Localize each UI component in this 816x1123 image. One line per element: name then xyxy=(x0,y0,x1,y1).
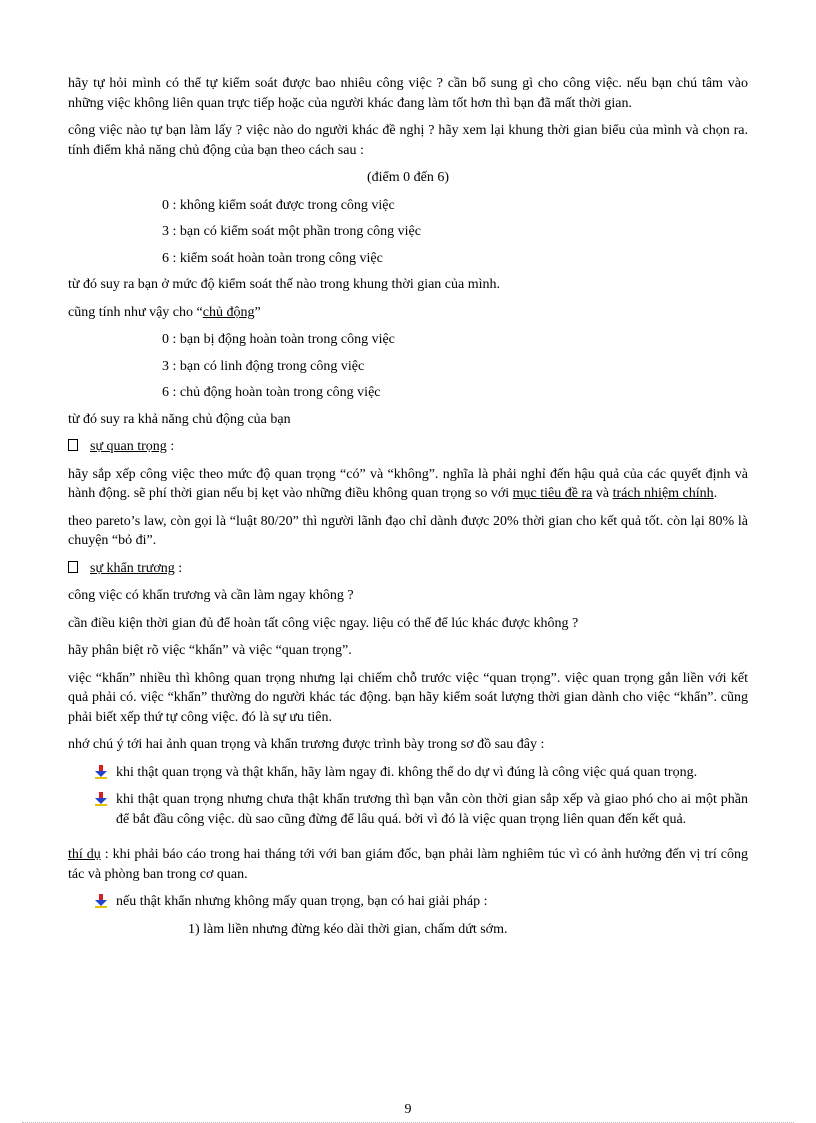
paragraph: công việc nào tự bạn làm lấy ? việc nào do người khác đề nghị ? hãy xem lại khung thời gian biểu của mình và chọn ra. tính điểm khả năng chủ động của bạn theo cách sau : xyxy=(68,123,748,158)
list-item: khi thật quan trọng và thật khẩn, hãy làm ngay đi. không thể do dự vì đúng là công việc quá quan trọng. xyxy=(68,763,748,783)
paragraph: từ đó suy ra bạn ở mức độ kiểm soát thế nào trong khung thời gian của mình. xyxy=(68,277,501,292)
paragraph: hãy tự hỏi mình có thể tự kiểm soát được bao nhiêu công việc ? cần bổ sung gì cho công việc. nếu bạn chú tâm vào những việc không liên quan trực tiếp hoặc của người khác đang làm tốt hơn thì bạn đã mất thời gian. xyxy=(68,76,748,111)
paragraph: công việc có khẩn trương và cần làm ngay không ? xyxy=(68,588,354,603)
page-number: 9 xyxy=(404,1102,412,1117)
initiative-item: 0 : bạn bị động hoàn toàn trong công việc xyxy=(162,332,395,347)
paragraph: nhớ chú ý tới hai ảnh quan trọng và khẩn trương được trình bày trong sơ đồ sau đây : xyxy=(68,737,545,752)
example-paragraph: thí dụ : khi phải báo cáo trong hai tháng tới với ban giám đốc, bạn phải làm nghiêm túc vì có ảnh hưởng đến vị trí công tác và phòng ban trong cơ quan. xyxy=(68,847,749,882)
paragraph: theo pareto’s law, còn gọi là “luật 80/20” thì người lãnh đạo chỉ dành được 20% thời gian cho kết quả tốt. còn lại 80% là chuyện “bỏ đi”. xyxy=(68,513,748,548)
heading-importance: sự quan trọng : xyxy=(68,437,748,457)
numbered-item: 1) làm liền nhưng đừng kéo dài thời gian, chấm dứt sớm. xyxy=(188,921,508,937)
arrow-bullet-icon xyxy=(94,765,108,779)
link-chu-dong: chủ động xyxy=(202,304,255,320)
initiative-item: 6 : chủ động hoàn toàn trong công việc xyxy=(162,385,381,400)
arrow-bullet-icon xyxy=(94,792,108,806)
paragraph: cần điều kiện thời gian đủ để hoàn tất công việc ngay. liệu có thể để lúc khác được không ? xyxy=(68,615,579,631)
paragraph: từ đó suy ra khả năng chủ động của bạn xyxy=(68,411,291,427)
score-range: (điểm 0 đến 6) xyxy=(366,170,450,185)
paragraph: cũng tính như vậy cho “chủ động” xyxy=(68,304,261,320)
control-item: 0 : không kiểm soát được trong công việc xyxy=(162,197,395,213)
document-page xyxy=(68,74,748,947)
list-item: nếu thật khẩn nhưng không mấy quan trọng, bạn có hai giải pháp : xyxy=(68,892,748,912)
list-item: khi thật quan trọng nhưng chưa thật khẩn trương thì bạn vẫn còn thời gian sắp xếp và giao phó cho ai một phần để bắt đầu công việc. dù sao cũng đừng để lâu quá. bởi vì đó là việc quan trọng liên quan đến kết quả. xyxy=(68,790,748,829)
paragraph: hãy sắp xếp công việc theo mức độ quan trọng “có” và “không”. nghĩa là phải nghỉ đến hậu quả của các quyết định và hành động. sẽ phí thời gian nếu bị kẹt vào những điều không quan trọng so với mục tiêu đề ra và trách nhiệm chính. xyxy=(68,466,748,501)
initiative-item: 3 : bạn có linh động trong công việc xyxy=(162,358,365,374)
example-label: thí dụ xyxy=(68,847,101,862)
paragraph: việc “khẩn” nhiều thì không quan trọng nhưng lại chiếm chỗ trước việc “quan trọng”. việc quan trọng gắn liền với kết quả phải có. việc “khẩn” thường do người khác tác động. bạn hãy kiểm soát lượng thời gian dành cho việc “khẩn”. cũng phải biết xếp thứ tự công việc. đó là sự ưu tiên. xyxy=(68,670,748,725)
control-item: 6 : kiểm soát hoàn toàn trong công việc xyxy=(162,250,383,266)
checkbox-icon xyxy=(68,561,78,573)
control-item: 3 : bạn có kiểm soát một phần trong công việc xyxy=(162,224,421,239)
checkbox-icon xyxy=(68,439,78,451)
arrow-bullet-icon xyxy=(94,894,108,908)
heading-urgency: sự khẩn trương : xyxy=(68,559,748,579)
paragraph: hãy phân biệt rõ việc “khẩn” và việc “quan trọng”. xyxy=(68,643,352,658)
